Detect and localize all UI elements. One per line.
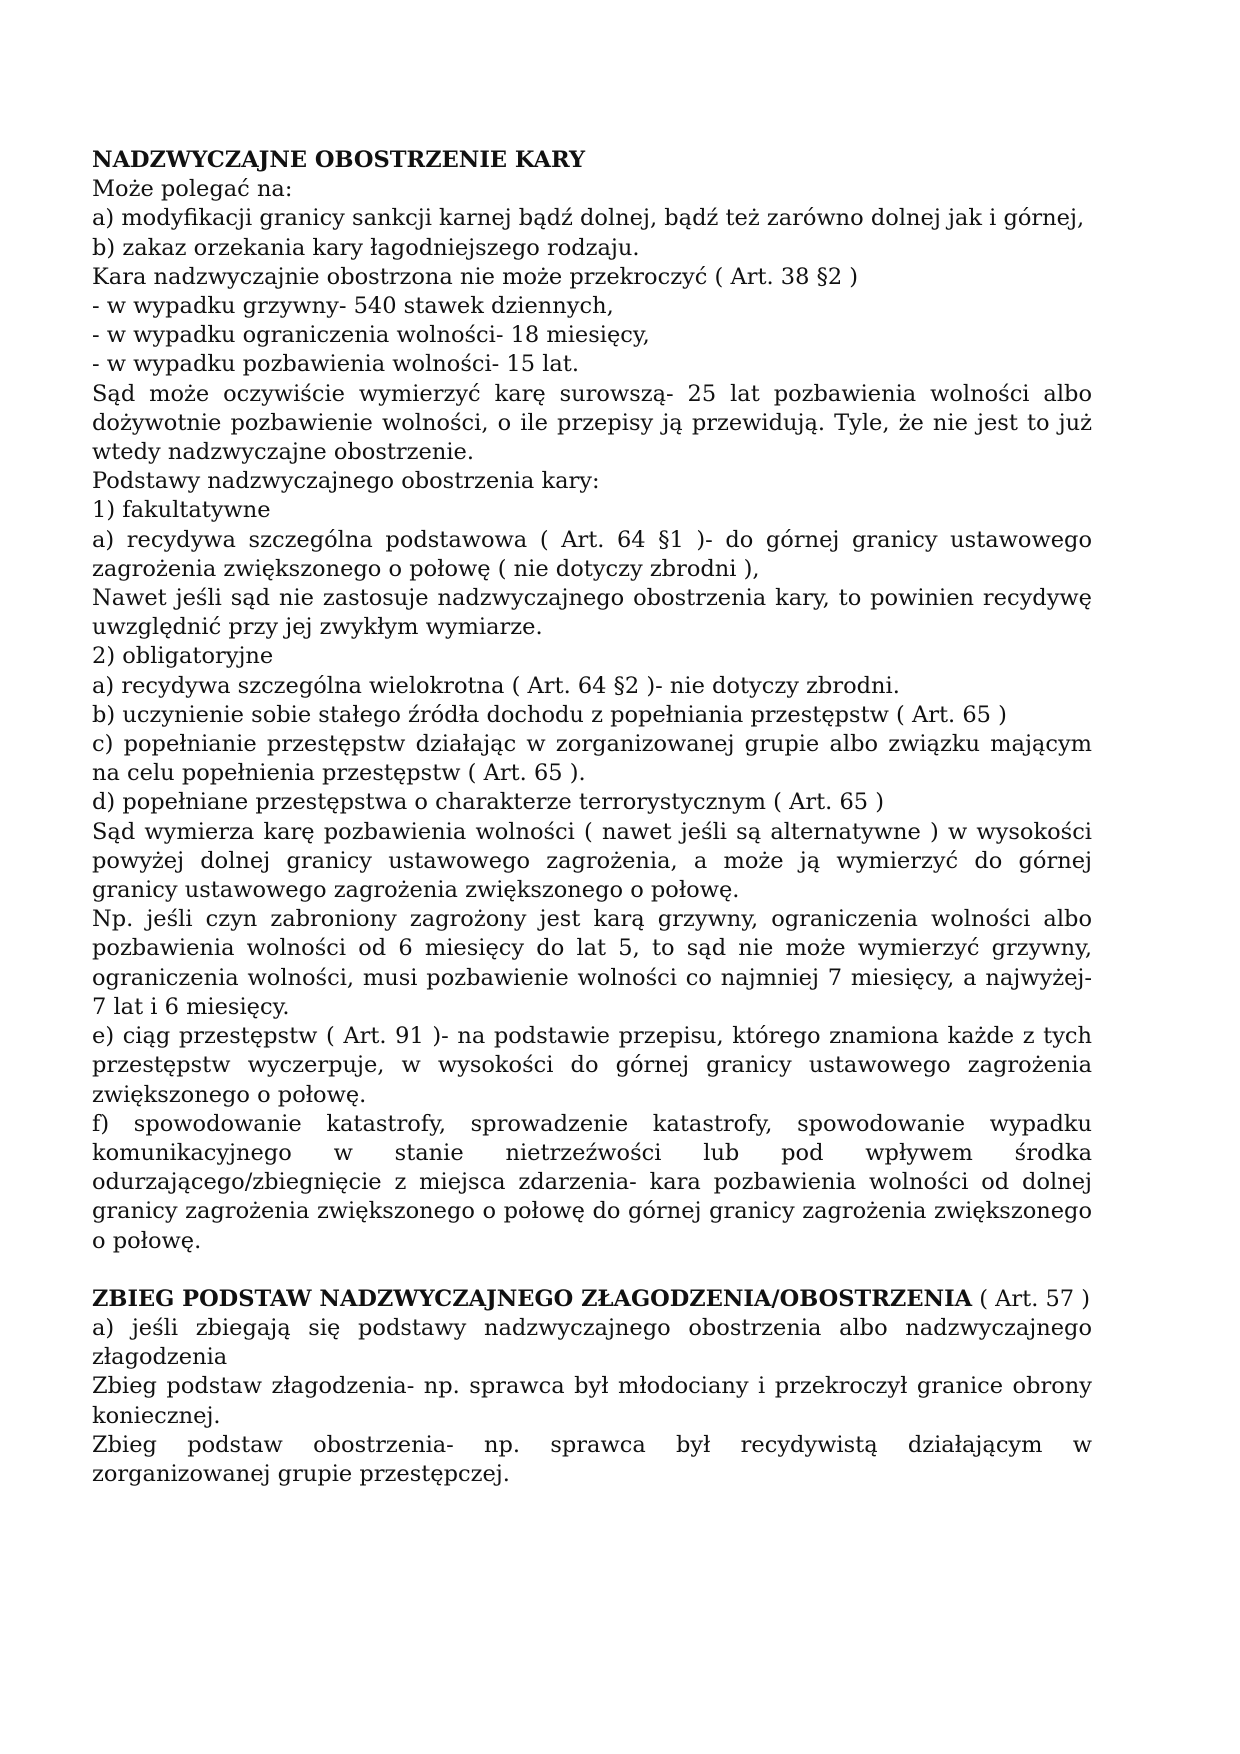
list-item-dash: - w wypadku pozbawienia wolności- 15 lat. <box>92 351 580 378</box>
list-item-a: a) jeśli zbiegają się podstawy nadzwyczajnego obostrzenia albo nadzwyczajnego złagodzenia <box>92 1314 1092 1371</box>
list-item-f: f) spowodowanie katastrofy, sprowadzenie katastrofy, spowodowanie wypadku komunikacyjnego w stanie nietrzeźwości lub pod wpływem środka odurzającego/zbiegnięcie z miejsca zdarzenia- kara pozbawienia wolności od dolnej granicy zagrożenia zwiększonego o połowę do górnej granicy zagrożenia zwiększonego o połowę. <box>92 1110 1092 1254</box>
paragraph: Może polegać na: <box>92 176 293 203</box>
paragraph: Podstawy nadzwyczajnego obostrzenia kary: <box>92 468 600 495</box>
section-gap <box>92 1256 1092 1285</box>
paragraph: Zbieg podstaw obostrzenia- np. sprawca był recydywistą działającym w zorganizowanej grupie przestępczej. <box>92 1431 1092 1487</box>
list-item-numbered: 1) fakultatywne <box>92 497 271 524</box>
section-heading-zbieg <box>92 1285 1092 1314</box>
list-item-a: a) recydywa szczególna wielokrotna ( Art. 64 §2 )- nie dotyczy zbrodni. <box>92 672 900 699</box>
document-page <box>92 146 1092 1489</box>
section-heading-zbieg-title: ZBIEG PODSTAW NADZWYCZAJNEGO ZŁAGODZENIA/OBOSTRZENIA <box>92 1285 973 1312</box>
paragraph: Sąd wymierza karę pozbawienia wolności ( nawet jeśli są alternatywne ) w wysokości powyżej dolnej granicy ustawowego zagrożenia, a może ją wymierzyć do górnej granicy ustawowego zagrożenia zwiększonego o połowę. <box>92 818 1092 904</box>
list-item-dash: - w wypadku grzywny- 540 stawek dziennych, <box>92 293 614 320</box>
paragraph: Nawet jeśli sąd nie zastosuje nadzwyczajnego obostrzenia kary, to powinien recydywę uwzględnić przy jej zwykłym wymiarze. <box>92 585 1092 641</box>
section-heading-obostrzenie: NADZWYCZAJNE OBOSTRZENIE KARY <box>92 147 586 173</box>
list-item-a: a) recydywa szczególna podstawowa ( Art. 64 §1 )- do górnej granicy ustawowego zagrożenia zwiększonego o połowę ( nie dotyczy zbrodni ), <box>92 526 1092 582</box>
list-item-d: d) popełniane przestępstwa o charakterze terrorystycznym ( Art. 65 ) <box>92 789 885 816</box>
paragraph: Zbieg podstaw złagodzenia- np. sprawca był młodociany i przekroczył granice obrony koniecznej. <box>92 1373 1092 1429</box>
list-item-c: c) popełnianie przestępstw działając w zorganizowanej grupie albo związku mającym na celu popełnienia przestępstw ( Art. 65 ). <box>92 731 1092 787</box>
section-heading-zbieg-suffix: ( Art. 57 ) <box>972 1285 1091 1312</box>
list-item-a: a) modyfikacji granicy sankcji karnej bądź dolnej, bądź też zarówno dolnej jak i górnej, <box>92 205 1085 232</box>
list-item-numbered: 2) obligatoryjne <box>92 643 274 670</box>
paragraph: Sąd może oczywiście wymierzyć karę surowszą- 25 lat pozbawienia wolności albo dożywotnie pozbawienie wolności, o ile przepisy ją przewidują. Tyle, że nie jest to już wtedy nadzwyczajne obostrzenie. <box>92 380 1092 466</box>
list-item-e: e) ciąg przestępstw ( Art. 91 )- na podstawie przepisu, którego znamiona każde z tych przestępstw wyczerpuje, w wysokości do górnej granicy ustawowego zagrożenia zwiększonego o połowę. <box>92 1023 1092 1108</box>
paragraph: Np. jeśli czyn zabroniony zagrożony jest karą grzywny, ograniczenia wolności albo pozbawienia wolności od 6 miesięcy do lat 5, to sąd nie może wymierzyć grzywny, ograniczenia wolności, musi pozbawienie wolności co najmniej 7 miesięcy, a najwyżej- 7 lat i 6 miesięcy. <box>92 906 1092 1020</box>
list-item-dash: - w wypadku ograniczenia wolności- 18 miesięcy, <box>92 322 650 349</box>
list-item-b: b) uczynienie sobie stałego źródła dochodu z popełniania przestępstw ( Art. 65 ) <box>92 701 1007 728</box>
paragraph: Kara nadzwyczajnie obostrzona nie może przekroczyć ( Art. 38 §2 ) <box>92 263 859 290</box>
list-item-b: b) zakaz orzekania kary łagodniejszego rodzaju. <box>92 234 640 261</box>
